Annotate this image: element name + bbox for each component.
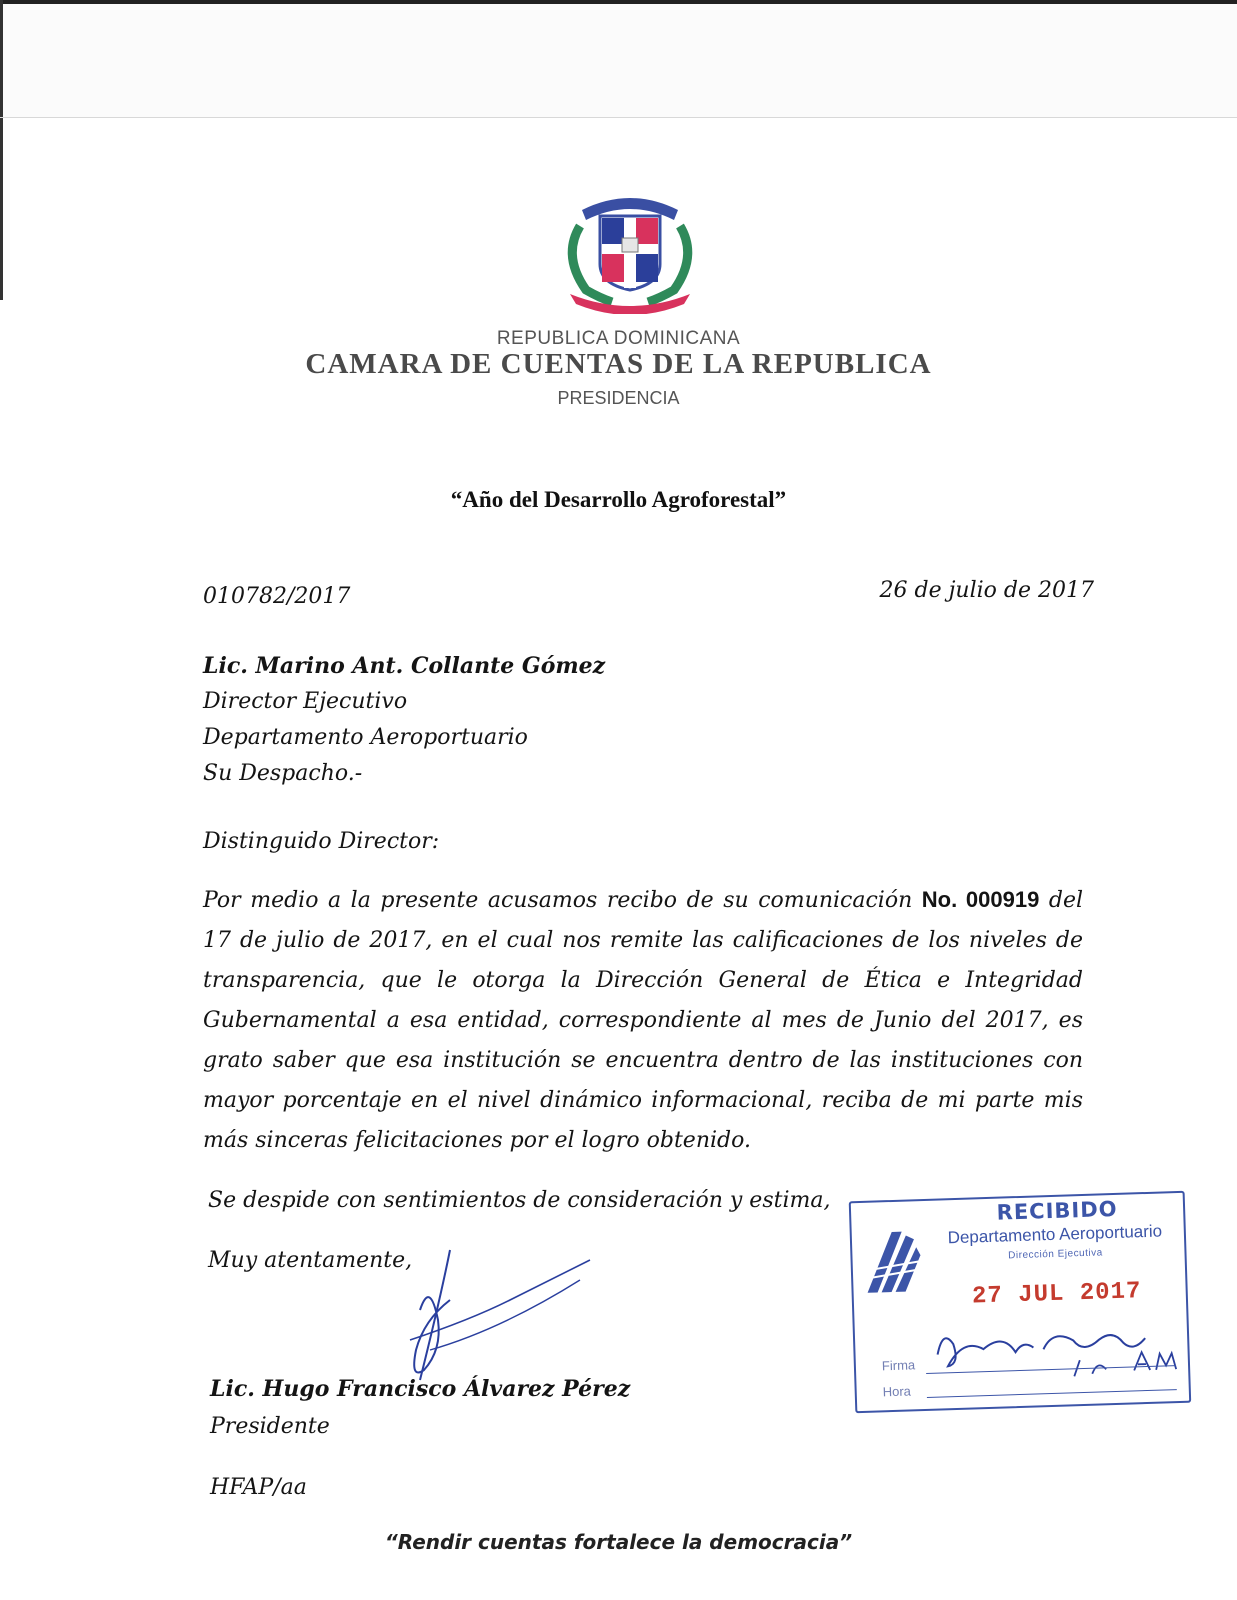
body-text-part2: del 17 de julio de 2017, en el cual nos remite las calificaciones de los niveles de transparencia, que le otorga la Dirección General de Ética e Integridad Gubernamental a esa entidad, correspondiente al mes de Junio del 2017, es grato saber que esa institución se encuentra dentro de las instituciones con mayor porcentaje en el nivel dinámico informacional, reciba de mi parte mis más sinceras felicitaciones por el logro obtenido. <box>203 888 1083 1153</box>
letter-reference: 010782/2017 <box>203 584 351 609</box>
recipient-department: Departamento Aeroportuario <box>203 725 528 750</box>
footer-slogan: “Rendir cuentas fortalece la democracia” <box>384 1530 853 1554</box>
stamp-handwritten-signature <box>922 1307 1184 1395</box>
signer-title: Presidente <box>210 1414 330 1439</box>
letter-date: 26 de julio de 2017 <box>879 578 1094 603</box>
recipient-name: Lic. Marino Ant. Collante Gómez <box>203 653 606 679</box>
year-motto: “Año del Desarrollo Agroforestal” <box>450 487 787 512</box>
stamp-date: 27 JUL 2017 <box>971 1278 1142 1311</box>
body-text-part1: Por medio a la presente acusamos recibo de su comunicación <box>203 888 922 913</box>
recipient-office: Su Despacho.- <box>203 761 363 786</box>
closing: Muy atentamente, <box>208 1248 413 1273</box>
letter-body <box>203 880 1083 1161</box>
received-stamp <box>849 1191 1192 1415</box>
header-organization: CAMARA DE CUENTAS DE LA REPUBLICA <box>305 348 932 380</box>
airport-department-logo-icon <box>862 1225 924 1297</box>
recipient-title: Director Ejecutivo <box>203 689 408 714</box>
stamp-hora-label: Hora <box>882 1383 912 1400</box>
recipient-block <box>203 648 605 792</box>
stamp-organization: Departamento Aeroportuario <box>947 1221 1163 1248</box>
dominican-coat-of-arms-icon <box>560 186 700 314</box>
scan-top-edge <box>0 0 1237 4</box>
scan-left-edge <box>0 0 3 300</box>
signer-name: Lic. Hugo Francisco Álvarez Pérez <box>210 1376 631 1402</box>
communication-number: No. 000919 <box>921 887 1040 912</box>
stamp-title: RECIBIDO <box>996 1196 1118 1225</box>
header-department: PRESIDENCIA <box>557 388 680 408</box>
stamp-subtitle: Dirección Ejecutiva <box>1008 1247 1103 1262</box>
salutation: Distinguido Director: <box>203 829 440 854</box>
header-country: REPUBLICA DOMINICANA <box>496 328 741 349</box>
stamp-firma-label: Firma <box>881 1357 916 1374</box>
reference-initials: HFAP/aa <box>210 1475 307 1500</box>
farewell: Se despide con sentimientos de consideración y estima, <box>208 1188 831 1213</box>
scan-background-strip <box>0 0 1237 118</box>
scan-page-edge <box>0 117 1237 118</box>
